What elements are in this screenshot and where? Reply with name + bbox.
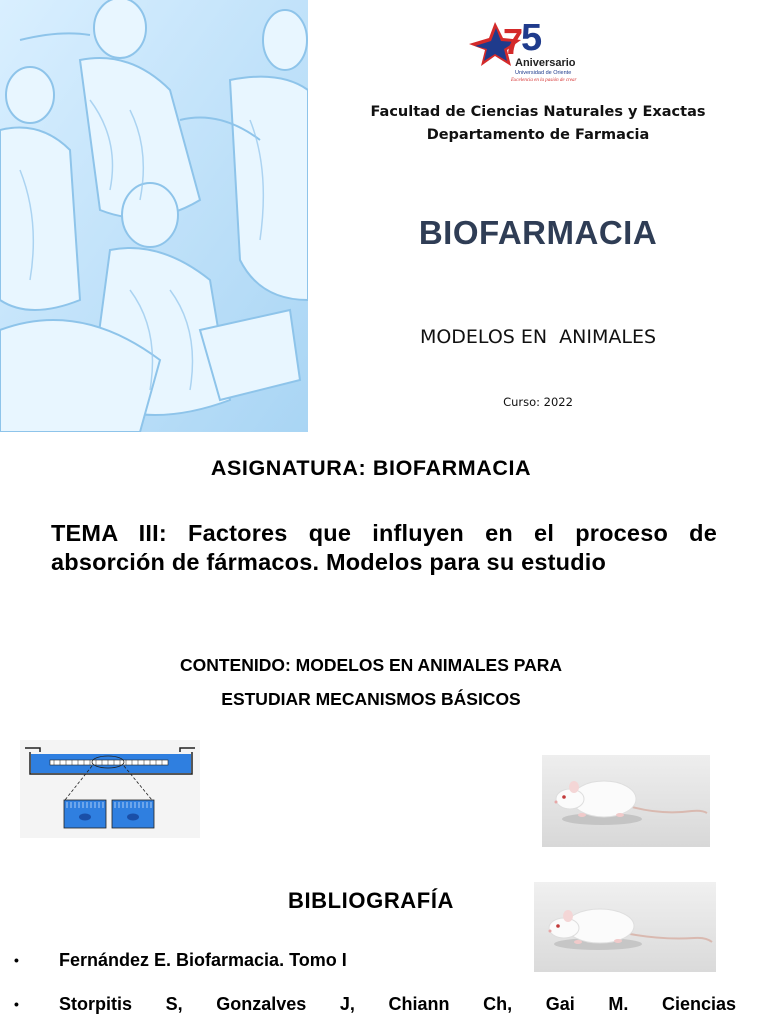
course-year: Curso: 2022 — [503, 395, 573, 409]
bullet-icon: • — [14, 952, 19, 968]
logo-five: 5 — [521, 17, 543, 59]
logo-institution: Universidad de Oriente — [515, 70, 572, 76]
bibliography-heading: BIBLIOGRAFÍA — [287, 888, 455, 913]
faculty-header — [330, 101, 746, 147]
bibliography-item — [14, 988, 736, 1032]
faculty-name: Facultad de Ciencias Naturales y Exactas — [370, 104, 706, 120]
content-heading — [0, 648, 742, 716]
transwell-diagram — [20, 740, 200, 838]
subject-heading: ASIGNATURA: BIOFARMACIA — [210, 456, 532, 480]
bibliography-text: Fernández E. Biofarmacia. Tomo I — [59, 950, 347, 970]
content-line-1: CONTENIDO: MODELOS EN ANIMALES PARA — [179, 655, 563, 675]
bibliography-text: Storpitis S, Gonzalves J, Chiann Ch, Gai M. Ciencias — [59, 994, 736, 1014]
bibliography-item — [14, 944, 736, 988]
classical-relief-image — [0, 0, 308, 432]
bibliography-list — [14, 944, 736, 1032]
topic-heading: TEMA III: Factores que influyen en el proceso de absorción de fármacos. Modelos para su estudio — [51, 520, 717, 575]
slide-title: BIOFARMACIA — [418, 214, 658, 251]
logo-seven: 7 — [503, 21, 524, 62]
slide-subtitle: MODELOS EN ANIMALES — [419, 326, 657, 348]
anniversary-logo — [455, 14, 595, 84]
department-name: Departamento de Farmacia — [426, 127, 650, 143]
logo-label: Aniversario — [515, 57, 576, 69]
content-line-2: ESTUDIAR MECANISMOS BÁSICOS — [221, 689, 521, 709]
logo-motto: Excelencia en la pasión de crear — [511, 78, 577, 83]
bullet-icon: • — [14, 996, 19, 1012]
rat-photo-top — [542, 755, 710, 847]
